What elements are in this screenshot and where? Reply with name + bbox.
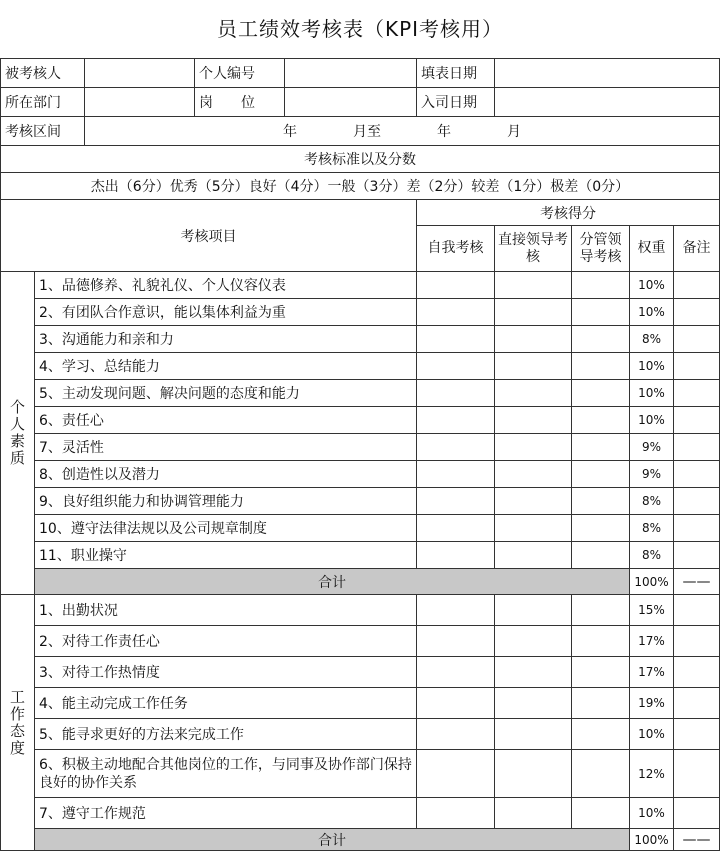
manager-score-cell[interactable]	[572, 750, 630, 798]
remark-cell[interactable]	[674, 326, 720, 353]
manager-score-cell[interactable]	[572, 515, 630, 542]
direct-score-cell[interactable]	[495, 488, 572, 515]
table-row	[1, 461, 720, 488]
manager-score-cell[interactable]	[572, 380, 630, 407]
item-label: 7、遵守工作规范	[35, 798, 417, 829]
item-label: 1、出勤状况	[35, 595, 417, 626]
score-group-header: 考核得分	[417, 200, 720, 226]
item-label: 9、良好组织能力和协调管理能力	[35, 488, 417, 515]
self-score-cell[interactable]	[417, 488, 495, 515]
weight-cell: 12%	[630, 750, 674, 798]
form-title: 员工绩效考核表（KPI考核用）	[216, 17, 504, 41]
position-field[interactable]	[285, 88, 417, 117]
direct-score-cell[interactable]	[495, 626, 572, 657]
self-score-cell[interactable]	[417, 407, 495, 434]
weight-cell: 8%	[630, 542, 674, 569]
direct-score-cell[interactable]	[495, 353, 572, 380]
manager-score-cell[interactable]	[572, 626, 630, 657]
weight-cell: 15%	[630, 595, 674, 626]
total-remark: ——	[674, 569, 720, 595]
remark-cell[interactable]	[674, 798, 720, 829]
dept-label: 所在部门	[1, 88, 85, 117]
manager-score-cell[interactable]	[572, 488, 630, 515]
item-label: 3、对待工作热情度	[35, 657, 417, 688]
weight-cell: 10%	[630, 353, 674, 380]
item-label: 10、遵守法律法规以及公司规章制度	[35, 515, 417, 542]
weight-cell: 10%	[630, 380, 674, 407]
period-label: 考核区间	[1, 117, 85, 146]
kpi-table	[0, 58, 720, 851]
weight-cell: 19%	[630, 688, 674, 719]
item-label: 4、学习、总结能力	[35, 353, 417, 380]
remark-cell[interactable]	[674, 407, 720, 434]
criteria-title: 考核标准以及分数	[1, 146, 720, 173]
self-score-cell[interactable]	[417, 380, 495, 407]
fill-date-field[interactable]	[495, 59, 720, 88]
item-label: 6、责任心	[35, 407, 417, 434]
direct-score-cell[interactable]	[495, 719, 572, 750]
remark-header: 备注	[674, 226, 720, 272]
weight-cell: 10%	[630, 272, 674, 299]
table-row	[1, 515, 720, 542]
fill-date-label: 填表日期	[417, 59, 495, 88]
manager-score-cell[interactable]	[572, 719, 630, 750]
self-score-cell[interactable]	[417, 626, 495, 657]
weight-cell: 9%	[630, 434, 674, 461]
weight-cell: 17%	[630, 626, 674, 657]
emp-no-label: 个人编号	[195, 59, 285, 88]
item-label: 1、品德修养、礼貌礼仪、个人仪容仪表	[35, 272, 417, 299]
self-score-cell[interactable]	[417, 272, 495, 299]
remark-cell[interactable]	[674, 515, 720, 542]
self-score-cell[interactable]	[417, 798, 495, 829]
emp-no-field[interactable]	[285, 59, 417, 88]
manager-score-cell[interactable]	[572, 353, 630, 380]
item-label: 8、创造性以及潜力	[35, 461, 417, 488]
item-label: 2、对待工作责任心	[35, 626, 417, 657]
weight-cell: 9%	[630, 461, 674, 488]
weight-cell: 10%	[630, 407, 674, 434]
table-row	[1, 488, 720, 515]
item-label: 5、能寻求更好的方法来完成工作	[35, 719, 417, 750]
direct-score-cell[interactable]	[495, 326, 572, 353]
weight-cell: 10%	[630, 798, 674, 829]
manager-score-cell[interactable]	[572, 434, 630, 461]
manager-score-cell[interactable]	[572, 542, 630, 569]
position-label: 岗 位	[195, 88, 285, 117]
total-remark: ——	[674, 829, 720, 851]
weight-cell: 10%	[630, 719, 674, 750]
direct-score-cell[interactable]	[495, 798, 572, 829]
total-weight: 100%	[630, 569, 674, 595]
table-row	[1, 407, 720, 434]
join-date-field[interactable]	[495, 88, 720, 117]
weight-cell: 10%	[630, 299, 674, 326]
table-row	[1, 434, 720, 461]
direct-score-cell[interactable]	[495, 461, 572, 488]
item-label: 3、沟通能力和亲和力	[35, 326, 417, 353]
direct-score-cell[interactable]	[495, 657, 572, 688]
direct-score-cell[interactable]	[495, 407, 572, 434]
self-score-cell[interactable]	[417, 657, 495, 688]
self-header: 自我考核	[417, 226, 495, 272]
self-score-cell[interactable]	[417, 515, 495, 542]
item-label: 6、积极主动地配合其他岗位的工作，与同事及协作部门保持良好的协作关系	[35, 750, 417, 798]
period-field[interactable]: 年 月至 年 月	[85, 117, 720, 146]
manager-score-cell[interactable]	[572, 326, 630, 353]
item-label: 4、能主动完成工作任务	[35, 688, 417, 719]
table-row	[1, 353, 720, 380]
self-score-cell[interactable]	[417, 595, 495, 626]
table-row	[1, 798, 720, 829]
self-score-cell[interactable]	[417, 719, 495, 750]
remark-cell[interactable]	[674, 461, 720, 488]
table-row	[1, 299, 720, 326]
manager-header: 分管领导考核	[572, 226, 630, 272]
self-score-cell[interactable]	[417, 542, 495, 569]
self-score-cell[interactable]	[417, 434, 495, 461]
self-score-cell[interactable]	[417, 353, 495, 380]
direct-score-cell[interactable]	[495, 515, 572, 542]
table-row	[1, 688, 720, 719]
weight-cell: 8%	[630, 326, 674, 353]
remark-cell[interactable]	[674, 595, 720, 626]
evaluatee-label: 被考核人	[1, 59, 85, 88]
remark-cell[interactable]	[674, 299, 720, 326]
remark-cell[interactable]	[674, 688, 720, 719]
table-row	[1, 595, 720, 626]
remark-cell[interactable]	[674, 719, 720, 750]
direct-score-cell[interactable]	[495, 380, 572, 407]
direct-score-cell[interactable]	[495, 595, 572, 626]
total-label: 合计	[35, 829, 630, 851]
weight-cell: 8%	[630, 488, 674, 515]
remark-cell[interactable]	[674, 380, 720, 407]
weight-cell: 17%	[630, 657, 674, 688]
manager-score-cell[interactable]	[572, 595, 630, 626]
section-label: 个人素质	[1, 272, 35, 595]
direct-score-cell[interactable]	[495, 299, 572, 326]
table-row	[1, 719, 720, 750]
table-row	[1, 657, 720, 688]
total-row	[1, 569, 720, 595]
manager-score-cell[interactable]	[572, 407, 630, 434]
criteria-text: 杰出（6分）优秀（5分）良好（4分）一般（3分）差（2分）较差（1分）极差（0分）	[1, 173, 720, 200]
remark-cell[interactable]	[674, 488, 720, 515]
remark-cell[interactable]	[674, 626, 720, 657]
direct-score-cell[interactable]	[495, 542, 572, 569]
remark-cell[interactable]	[674, 353, 720, 380]
remark-cell[interactable]	[674, 434, 720, 461]
total-row	[1, 829, 720, 851]
total-weight: 100%	[630, 829, 674, 851]
direct-score-cell[interactable]	[495, 750, 572, 798]
section-label: 工作态度	[1, 595, 35, 851]
self-score-cell[interactable]	[417, 461, 495, 488]
self-score-cell[interactable]	[417, 299, 495, 326]
evaluatee-field[interactable]	[85, 59, 195, 88]
item-label: 5、主动发现问题、解决问题的态度和能力	[35, 380, 417, 407]
item-header: 考核项目	[1, 200, 417, 272]
direct-score-cell[interactable]	[495, 688, 572, 719]
table-row	[1, 326, 720, 353]
remark-cell[interactable]	[674, 750, 720, 798]
manager-score-cell[interactable]	[572, 299, 630, 326]
manager-score-cell[interactable]	[572, 657, 630, 688]
item-label: 7、灵活性	[35, 434, 417, 461]
direct-score-cell[interactable]	[495, 272, 572, 299]
item-label: 2、有团队合作意识，能以集体利益为重	[35, 299, 417, 326]
weight-cell: 8%	[630, 515, 674, 542]
self-score-cell[interactable]	[417, 326, 495, 353]
remark-cell[interactable]	[674, 657, 720, 688]
table-row	[1, 380, 720, 407]
item-label: 11、职业操守	[35, 542, 417, 569]
weight-header: 权重	[630, 226, 674, 272]
manager-score-cell[interactable]	[572, 272, 630, 299]
table-row	[1, 542, 720, 569]
join-date-label: 入司日期	[417, 88, 495, 117]
total-label: 合计	[35, 569, 630, 595]
manager-score-cell[interactable]	[572, 461, 630, 488]
self-score-cell[interactable]	[417, 750, 495, 798]
self-score-cell[interactable]	[417, 688, 495, 719]
table-row	[1, 750, 720, 798]
table-row	[1, 272, 720, 299]
remark-cell[interactable]	[674, 542, 720, 569]
remark-cell[interactable]	[674, 272, 720, 299]
manager-score-cell[interactable]	[572, 798, 630, 829]
manager-score-cell[interactable]	[572, 688, 630, 719]
dept-field[interactable]	[85, 88, 195, 117]
table-row	[1, 626, 720, 657]
direct-score-cell[interactable]	[495, 434, 572, 461]
direct-header: 直接领导考核	[495, 226, 572, 272]
